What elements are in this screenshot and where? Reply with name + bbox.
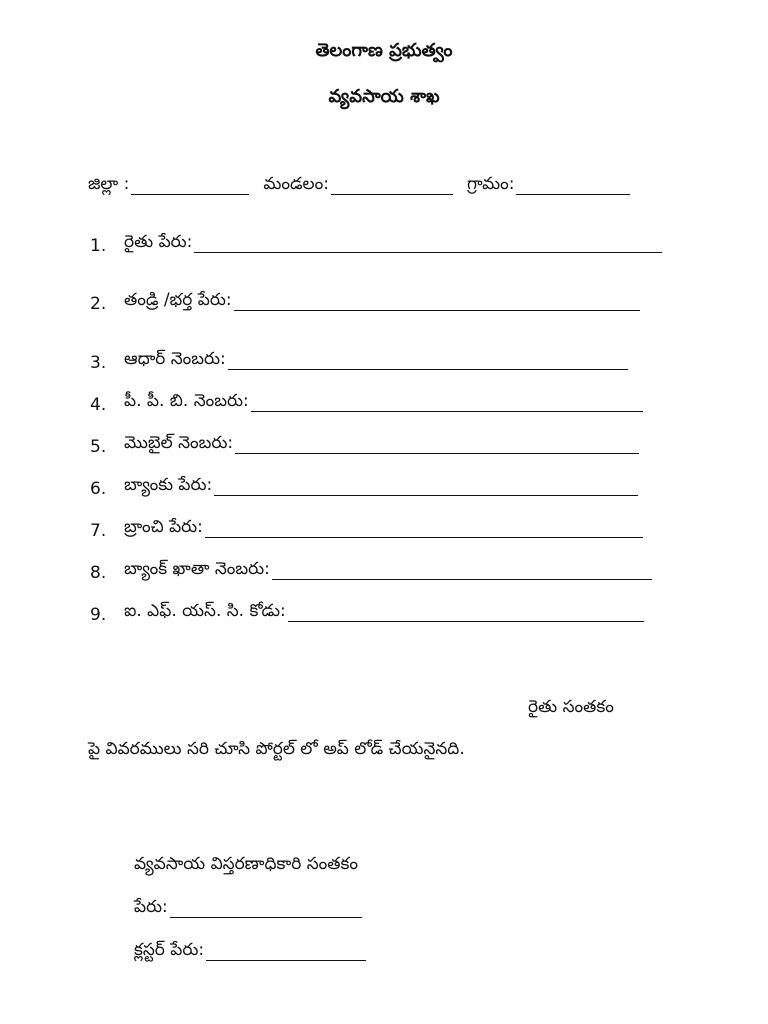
cluster-name-row <box>134 940 366 964</box>
officer-signature-label: వ్యవసాయ విస్తరణాధికారి సంతకం <box>134 854 358 874</box>
officer-name-row <box>134 897 362 921</box>
field-mobile <box>90 433 639 457</box>
field-aadhar <box>90 349 628 373</box>
village-label: గ్రామం: <box>466 174 515 194</box>
cluster-name-blank[interactable] <box>206 959 366 961</box>
field-number: 2. <box>90 294 107 314</box>
mandal-label: మండలం: <box>263 174 329 194</box>
district-label: జిల్లా : <box>88 174 130 194</box>
field-farmer-name <box>90 232 662 256</box>
field-label: రైతు పేరు: <box>124 232 193 252</box>
field-label: బ్యాంకు పేరు: <box>124 475 213 495</box>
cluster-name-label: క్లస్టర్ పేరు: <box>134 940 205 960</box>
field-number: 1. <box>90 236 107 256</box>
officer-name-blank[interactable] <box>170 916 362 918</box>
account-number-blank[interactable] <box>272 578 652 580</box>
field-label: తండ్రి /భర్త పేరు: <box>124 290 232 310</box>
district-blank[interactable] <box>131 193 249 195</box>
verification-note: పై వివరములు సరి చూసి పోర్టల్ లో అప్ లోడ్ చేయనైనది. <box>88 739 465 759</box>
aadhar-blank[interactable] <box>228 368 628 370</box>
field-label: ఆధార్ నెంబరు: <box>124 349 226 369</box>
bank-name-blank[interactable] <box>214 494 638 496</box>
field-father-name <box>90 290 640 314</box>
location-row <box>88 174 630 198</box>
field-number: 6. <box>90 479 107 499</box>
field-number: 9. <box>90 605 107 625</box>
ifsc-blank[interactable] <box>288 620 644 622</box>
field-number: 7. <box>90 521 107 541</box>
field-number: 4. <box>90 395 107 415</box>
field-number: 5. <box>90 437 107 457</box>
department-title: వ్యవసాయ శాఖ <box>328 86 440 107</box>
field-label: బ్యాంక్ ఖాతా నెంబరు: <box>124 559 270 579</box>
field-label: పీ. పీ. బి. నెంబరు: <box>124 391 249 411</box>
field-account-number <box>90 559 652 583</box>
mandal-blank[interactable] <box>331 193 453 195</box>
field-branch-name <box>90 517 643 541</box>
field-number: 3. <box>90 353 107 373</box>
field-number: 8. <box>90 563 107 583</box>
branch-name-blank[interactable] <box>205 536 643 538</box>
government-title: తెలంగాణ ప్రభుత్వం <box>315 40 453 61</box>
field-ifsc <box>90 601 644 625</box>
mobile-blank[interactable] <box>235 452 639 454</box>
field-label: మొబైల్ నెంబరు: <box>124 433 234 453</box>
field-bank-name <box>90 475 638 499</box>
officer-name-label: పేరు: <box>134 897 168 917</box>
father-name-blank[interactable] <box>234 309 640 311</box>
ppb-blank[interactable] <box>251 410 643 412</box>
farmer-name-blank[interactable] <box>194 251 662 253</box>
field-label: ఐ. ఎఫ్. యస్. సి. కోడు: <box>124 601 286 621</box>
village-blank[interactable] <box>516 193 630 195</box>
farmer-signature-label: రైతు సంతకం <box>528 697 614 717</box>
field-label: బ్రాంచి పేరు: <box>124 517 203 537</box>
field-ppb <box>90 391 643 415</box>
